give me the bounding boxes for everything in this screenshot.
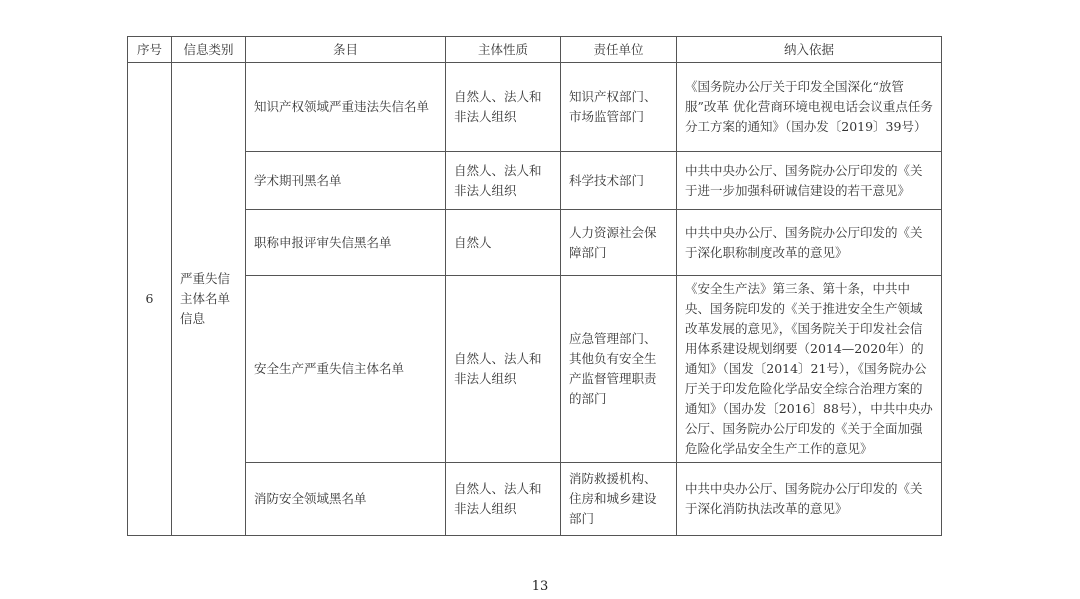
row-item: 职称申报评审失信黑名单 bbox=[246, 210, 446, 276]
table-row bbox=[128, 276, 942, 463]
row-basis: 中共中央办公厅、国务院办公厅印发的《关于进一步加强科研诚信建设的若干意见》 bbox=[677, 152, 942, 210]
row-unit: 知识产权部门、市场监管部门 bbox=[561, 63, 677, 152]
row-item: 学术期刊黑名单 bbox=[246, 152, 446, 210]
row-unit: 科学技术部门 bbox=[561, 152, 677, 210]
table-header-row bbox=[128, 37, 942, 63]
group-number: 6 bbox=[128, 63, 172, 536]
row-subject: 自然人、法人和非法人组织 bbox=[446, 152, 561, 210]
group-category: 严重失信主体名单信息 bbox=[172, 63, 246, 536]
table-row bbox=[128, 152, 942, 210]
table-row bbox=[128, 463, 942, 536]
row-basis: 中共中央办公厅、国务院办公厅印发的《关于深化消防执法改革的意见》 bbox=[677, 463, 942, 536]
table-row bbox=[128, 210, 942, 276]
header-basis: 纳入依据 bbox=[677, 37, 942, 63]
credit-catalog-table bbox=[127, 36, 942, 536]
header-item: 条目 bbox=[246, 37, 446, 63]
row-item: 知识产权领域严重违法失信名单 bbox=[246, 63, 446, 152]
header-serial-number: 序号 bbox=[128, 37, 172, 63]
header-responsible-unit: 责任单位 bbox=[561, 37, 677, 63]
row-subject: 自然人、法人和非法人组织 bbox=[446, 63, 561, 152]
row-subject: 自然人、法人和非法人组织 bbox=[446, 276, 561, 463]
page-number: 13 bbox=[531, 579, 549, 594]
row-subject: 自然人、法人和非法人组织 bbox=[446, 463, 561, 536]
row-subject: 自然人 bbox=[446, 210, 561, 276]
row-unit: 人力资源社会保障部门 bbox=[561, 210, 677, 276]
row-basis: 《安全生产法》第三条、第十条，中共中央、国务院印发的《关于推进安全生产领域改革发展的意见》，《国务院关于印发社会信用体系建设规划纲要（2014—2020年）的通知》（国发〔2014〕21号），《国务院办公厅关于印发危险化学品安全综合治理方案的通知》（国办发〔2016〕88号），中共中央办公厅、国务院办公厅印发的《关于全面加强危险化学品安全生产工作的意见》 bbox=[677, 276, 942, 463]
row-item: 安全生产严重失信主体名单 bbox=[246, 276, 446, 463]
header-info-category: 信息类别 bbox=[172, 37, 246, 63]
row-basis: 中共中央办公厅、国务院办公厅印发的《关于深化职称制度改革的意见》 bbox=[677, 210, 942, 276]
row-unit: 消防救援机构、住房和城乡建设部门 bbox=[561, 463, 677, 536]
row-unit: 应急管理部门、其他负有安全生产监督管理职责的部门 bbox=[561, 276, 677, 463]
header-subject-nature: 主体性质 bbox=[446, 37, 561, 63]
table-row bbox=[128, 63, 942, 152]
row-item: 消防安全领域黑名单 bbox=[246, 463, 446, 536]
row-basis: 《国务院办公厅关于印发全国深化“放管服”改革 优化营商环境电视电话会议重点任务分工方案的通知》（国办发〔2019〕39号） bbox=[677, 63, 942, 152]
